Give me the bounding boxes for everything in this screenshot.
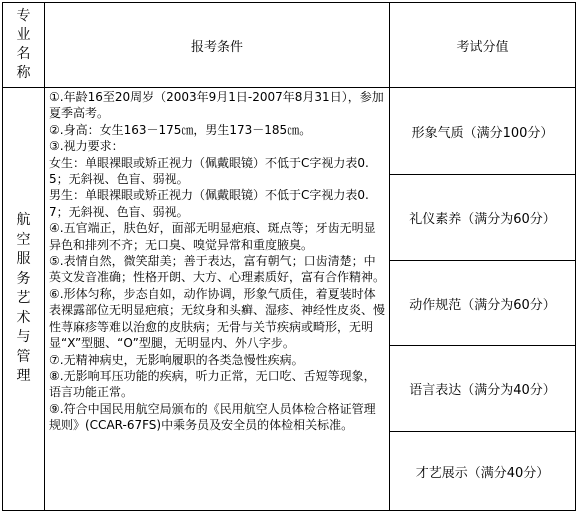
conditions-list [46, 89, 388, 434]
score-cell [390, 261, 575, 345]
table-border-right [575, 2, 576, 511]
header-major-label: 专业名称 [16, 8, 31, 81]
condition-item: ⑨.符合中国民用航空局颁布的《民用航空人员体检合格证管理规则》(CCAR-67FS)中乘务员及安全员的体检相关标准。 [49, 401, 376, 433]
admission-table [2, 2, 576, 511]
header-scores-label: 考试分值 [456, 39, 509, 55]
condition-item: ②.身高：女生163－175㎝，男生173－185㎝。 [49, 122, 312, 137]
table-border-bottom [2, 510, 576, 511]
header-conditions-cell [45, 3, 389, 87]
score-item: 动作规范（满分为60分） [409, 297, 556, 313]
header-scores-cell [390, 3, 575, 87]
major-name: 航空服务艺术与管理 [16, 212, 31, 385]
score-item: 礼仪素养（满分为60分） [409, 212, 556, 227]
score-cell [390, 88, 575, 174]
header-major-cell [3, 3, 44, 87]
condition-item: ④.五官端正，肤色好，面部无明显疤痕、斑点等；牙齿无明显异色和排列不齐；无口臭、嗅觉异常和重度腋臭。 [49, 221, 376, 252]
score-item: 语言表达（满分为40分） [409, 383, 556, 398]
score-cell [390, 432, 575, 510]
score-item: 才艺展示（满分40分） [415, 465, 550, 481]
condition-item: ⑦.无精神病史，无影响履职的各类急慢性疾病。 [49, 352, 304, 367]
score-item: 形象气质（满分100分） [411, 125, 554, 141]
condition-item: ⑥.形体匀称，步态自如，动作协调，形象气质佳，着夏装时体表裸露部位无明显疤痕；无纹身和头癣、湿疹、神经性皮炎、慢性荨麻疹等难以治愈的皮肤病；无骨与关节疾病或畸形，无明显“X”型腿、“O”型腿，无明显内、外八字步。 [49, 286, 386, 351]
condition-item: ①.年龄16至20周岁（2003年9月1日-2007年8月31日），参加夏季高考。 [49, 90, 384, 121]
condition-item: ⑧.无影响耳压功能的疾病，听力正常，无口吃、舌短等现象，语言功能正常。 [49, 368, 376, 400]
header-conditions-label: 报考条件 [190, 39, 243, 55]
score-cell [390, 346, 575, 431]
condition-item: 男生：单眼裸眼或矫正视力（佩戴眼镜）不低于C字视力表0.7；无斜视、色盲、弱视。 [49, 188, 369, 219]
condition-item: 女生：单眼裸眼或矫正视力（佩戴眼镜）不低于C字视力表0.5；无斜视、色盲、弱视。 [49, 155, 369, 187]
condition-item: ③.视力要求： [49, 139, 124, 154]
condition-item: ⑤.表情自然，微笑甜美；善于表达，富有朝气；口齿清楚；中英文发音准确；性格开朗、大方、心理素质好，富有合作精神。 [49, 254, 386, 285]
score-cell [390, 175, 575, 260]
major-cell [3, 88, 44, 510]
